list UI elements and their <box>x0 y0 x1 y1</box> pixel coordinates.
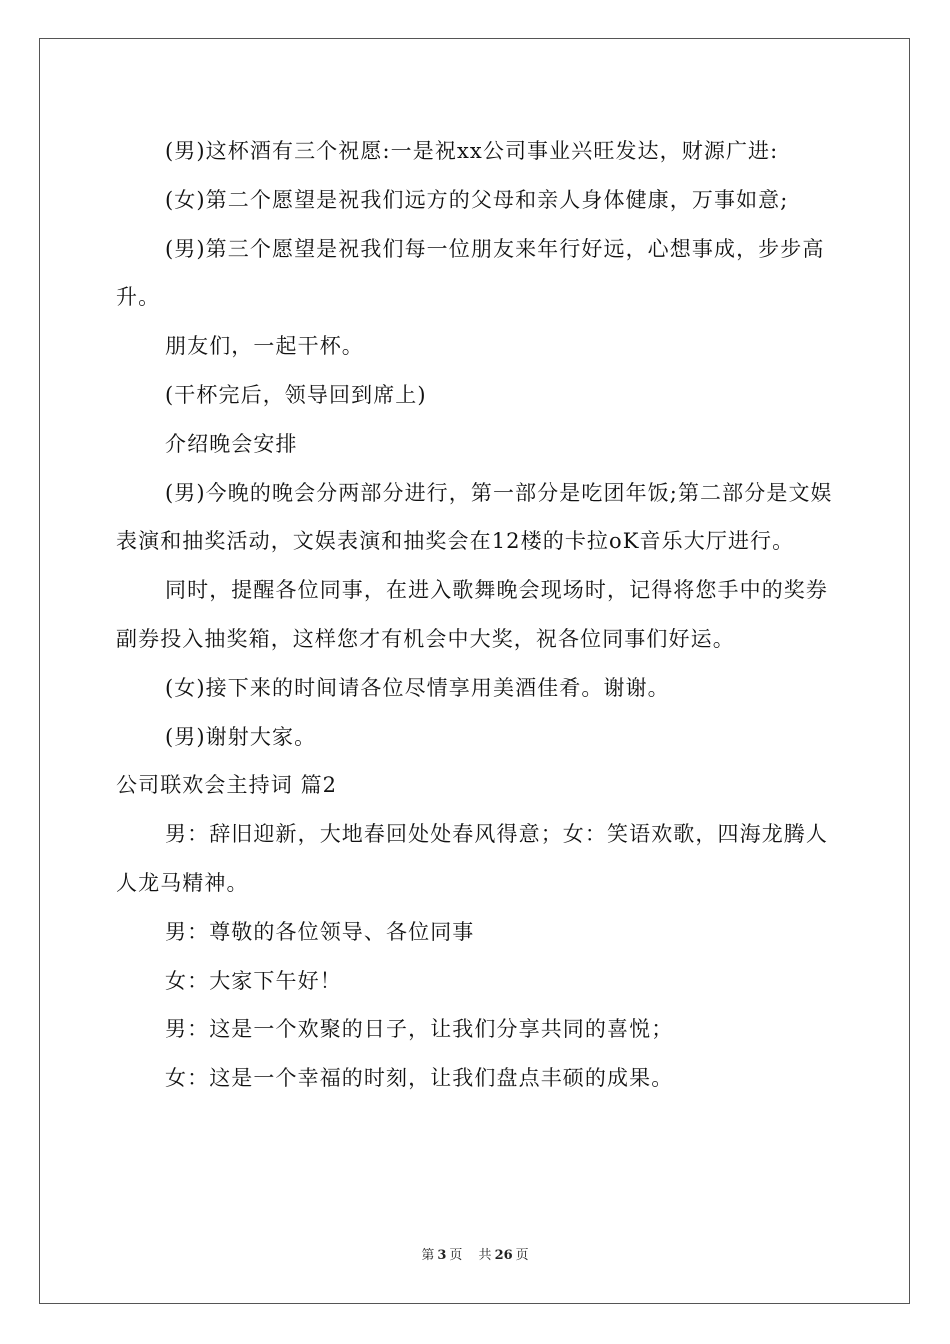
paragraph: (男)今晚的晚会分两部分进行，第一部分是吃团年饭;第二部分是文娱表演和抽奖活动，文娱表演和抽奖会在12楼的卡拉oK音乐大厅进行。 <box>116 480 833 554</box>
paragraph: 男：这是一个欢聚的日子，让我们分享共同的喜悦； <box>165 1017 674 1042</box>
page-footer <box>0 1247 950 1265</box>
section-label: 介绍晚会安排 <box>165 431 298 456</box>
section-heading: 公司联欢会主持词 篇2 <box>116 773 338 798</box>
page-total-value: 26 <box>494 1248 513 1263</box>
paragraph: 女：大家下午好！ <box>165 968 342 993</box>
total-suffix: 页 <box>515 1248 529 1263</box>
paragraph: 同时，提醒各位同事，在进入歌舞晚会现场时，记得将您手中的奖券副券投入抽奖箱，这样您才有机会中大奖，祝各位同事们好运。 <box>116 578 828 651</box>
paragraph: (女)第二个愿望是祝我们远方的父母和亲人身体健康，万事如意; <box>165 187 789 212</box>
page-suffix: 页 <box>449 1248 463 1263</box>
document-body <box>116 127 838 1103</box>
paragraph: (干杯完后，领导回到席上) <box>165 382 427 407</box>
total-prefix: 共 <box>478 1248 492 1263</box>
paragraph: (男)谢射大家。 <box>165 724 317 749</box>
paragraph: 男：辞旧迎新，大地春回处处春风得意；女：笑语欢歌，四海龙腾人人龙马精神。 <box>116 822 828 895</box>
paragraph: 男：尊敬的各位领导、各位同事 <box>165 919 475 944</box>
paragraph: (女)接下来的时间请各位尽情享用美酒佳肴。谢谢。 <box>165 675 670 700</box>
page-total <box>476 1248 532 1263</box>
paragraph: 女：这是一个幸福的时刻，让我们盘点丰硕的成果。 <box>165 1066 674 1091</box>
page-current: 3 <box>437 1248 447 1263</box>
page-prefix: 第 <box>421 1248 435 1263</box>
page-number <box>418 1248 465 1263</box>
paragraph: 朋友们，一起干杯。 <box>165 334 364 359</box>
paragraph: (男)第三个愿望是祝我们每一位朋友来年行好远，心想事成，步步高升。 <box>116 236 825 310</box>
paragraph: (男)这杯酒有三个祝愿:一是祝xx公司事业兴旺发达，财源广进: <box>165 139 779 163</box>
